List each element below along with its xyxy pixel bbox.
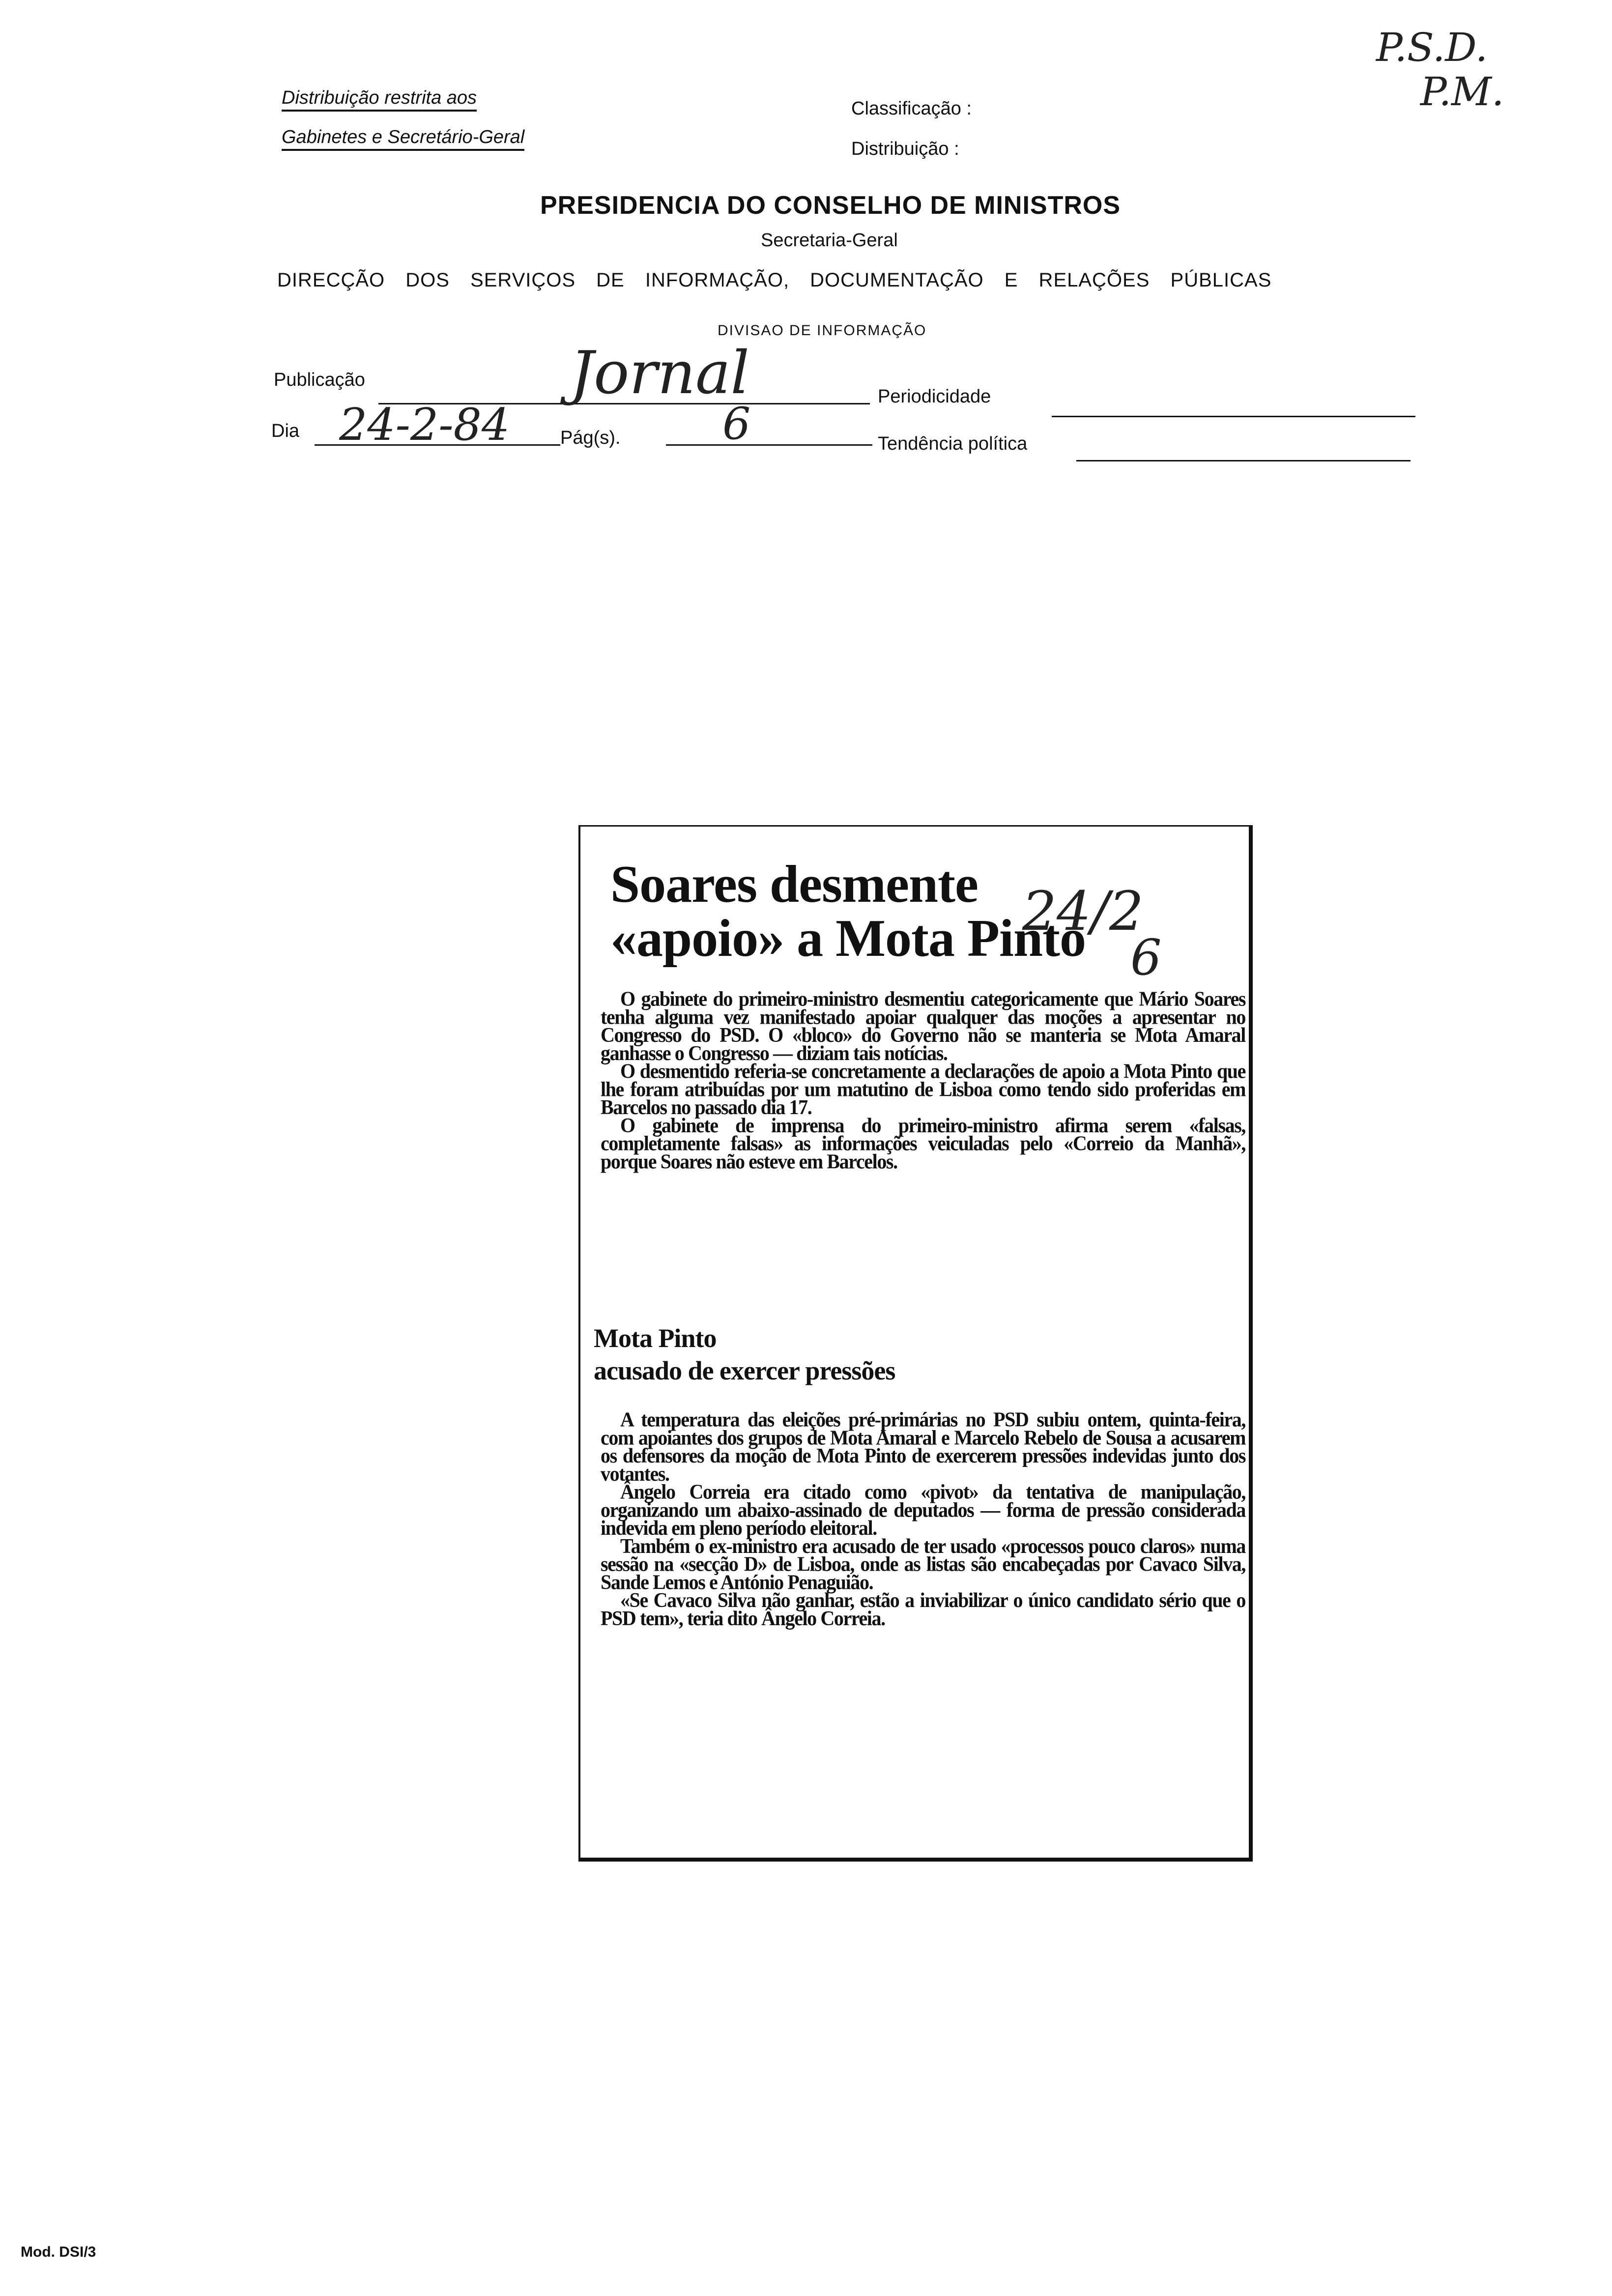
classificacao-label: Classificação : xyxy=(851,98,972,119)
distribution-note-line2: Gabinetes e Secretário-Geral xyxy=(282,127,524,151)
handwritten-date: 24/2 xyxy=(1022,880,1144,943)
tendencia-label: Tendência política xyxy=(878,433,1028,454)
handwritten-pm: P.M. xyxy=(1420,69,1504,115)
paragraph: Também o ex-ministro era acusado de ter usado «processos pouco claros» numa sessão na «secção D» de Lisboa, onde as listas são encabeçadas por Cavaco Silva, Sande Lemos e António Penaguião. xyxy=(601,1534,1245,1594)
dia-value: 24-2-84 xyxy=(339,399,510,451)
paragraph: «Se Cavaco Silva não ganhar, estão a inviabilizar o único candidato sério que o PSD tem», teria dito Ângelo Correia. xyxy=(601,1588,1245,1630)
article-subheading xyxy=(594,1322,895,1387)
article-body-2 xyxy=(601,1407,1245,1630)
distribuicao-label: Distribuição : xyxy=(851,139,959,159)
distribution-note-line1: Distribuição restrita aos xyxy=(282,87,477,112)
publicacao-label: Publicação xyxy=(274,370,365,390)
organization-title: PRESIDENCIA DO CONSELHO DE MINISTROS xyxy=(540,191,1121,220)
headline-line1: Soares desmente xyxy=(610,855,978,914)
secretaria-label: Secretaria-Geral xyxy=(761,230,898,251)
pags-label: Pág(s). xyxy=(560,428,621,448)
dia-label: Dia xyxy=(271,421,300,441)
subheading-line2: acusado de exercer pressões xyxy=(594,1356,895,1385)
paragraph: O gabinete de imprensa do primeiro-ministro afirma serem «falsas, completamente falsas» as informações veiculadas pelo «Correio da Manhã», porque Soares não esteve em Barcelos. xyxy=(601,1114,1245,1173)
article-body-1 xyxy=(601,987,1245,1173)
paragraph: O gabinete do primeiro-ministro desmentiu categoricamente que Mário Soares tenha alguma vez manifestado apoiar qualquer das moções a apresentar no Congresso do PSD. O «bloco» do Governo não se manteria se Mota Amaral ganhasse o Congresso — diziam tais notícias. xyxy=(601,987,1245,1065)
divisao-label: DIVISAO DE INFORMAÇÃO xyxy=(718,322,927,339)
handwritten-psd: P.S.D. xyxy=(1376,25,1488,70)
tendencia-line xyxy=(1076,460,1410,461)
direccao-label: DIRECÇÃO DOS SERVIÇOS DE INFORMAÇÃO, DOCUMENTAÇÃO E RELAÇÕES PÚBLICAS xyxy=(277,269,1272,291)
paragraph: Ângelo Correia era citado como «pivot» da tentativa de manipulação, organizando um abaixo-assinado de deputados — forma de pressão considerada indevida em pleno período eleitoral. xyxy=(601,1480,1245,1540)
pags-value: 6 xyxy=(722,398,751,450)
article-headline xyxy=(610,855,1086,968)
publicacao-value: Jornal xyxy=(570,339,749,407)
headline-line2: «apoio» a Mota Pinto xyxy=(610,909,1086,968)
periodicidade-line xyxy=(1052,416,1415,417)
paragraph: A temperatura das eleições pré-primárias no PSD subiu ontem, quinta-feira, com apoiantes dos grupos de Mota Amaral e Marcelo Rebelo de Sousa a acusarem os defensores da moção de Mota Pinto de exercerem pressões indevidas junto dos votantes. xyxy=(601,1407,1245,1486)
paragraph: O desmentido referia-se concretamente a declarações de apoio a Mota Pinto que lhe foram atribuídas por um matutino de Lisboa como tendo sido proferidas em Barcelos no passado dia 17. xyxy=(601,1059,1245,1119)
periodicidade-label: Periodicidade xyxy=(878,386,991,407)
form-code: Mod. DSI/3 xyxy=(21,2244,96,2260)
subheading-line1: Mota Pinto xyxy=(594,1323,717,1353)
pags-line xyxy=(666,444,872,446)
handwritten-page: 6 xyxy=(1130,929,1162,986)
